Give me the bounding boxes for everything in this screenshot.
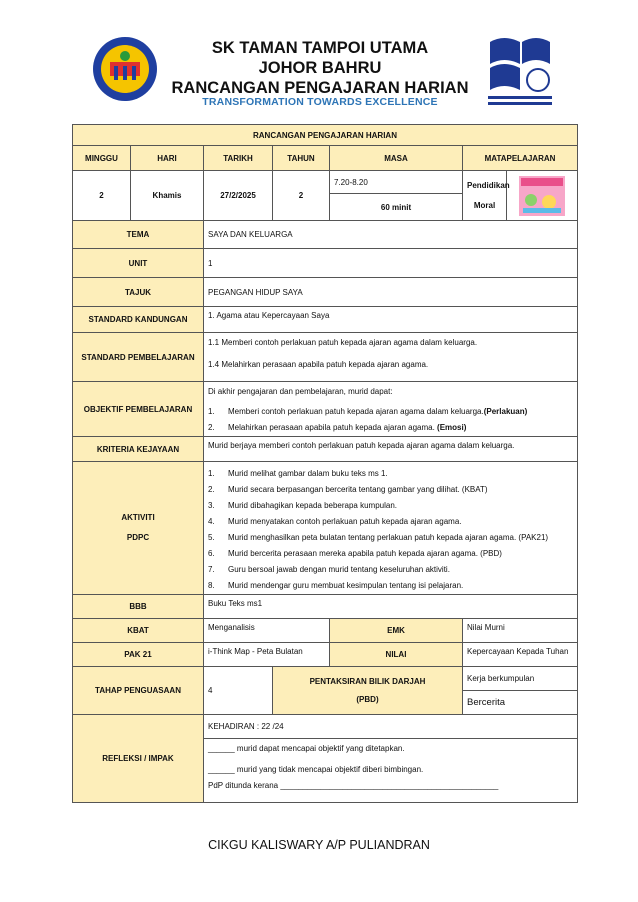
value-masa-duration: 60 minit xyxy=(330,194,463,221)
aktiviti-item: 8. Murid mendengar guru membuat kesimpulan tentang isi pelajaran. xyxy=(208,581,464,590)
value-tarikh: 27/2/2025 xyxy=(204,171,273,221)
value-tajuk: PEGANGAN HIDUP SAYA xyxy=(204,278,578,307)
value-kehadiran: KEHADIRAN : 22 /24 xyxy=(204,715,578,739)
value-kriteria: Murid berjaya memberi contoh perlakuan patuh kepada ajaran agama dalam keluarga. xyxy=(204,437,578,462)
refleksi-line: ______ murid yang tidak mencapai objektif diberi bimbingan. xyxy=(208,765,424,774)
value-subject xyxy=(463,171,510,221)
school-crest-logo xyxy=(92,36,158,102)
table-heading: RANCANGAN PENGAJARAN HARIAN xyxy=(73,125,578,146)
value-aktiviti xyxy=(204,462,578,595)
value-tahun: 2 xyxy=(273,171,330,221)
value-pbd-1: Kerja berkumpulan xyxy=(463,667,578,691)
subject-line-2: Moral xyxy=(473,200,496,210)
value-standard-pembelajaran xyxy=(204,333,578,382)
school-city: JOHOR BAHRU xyxy=(258,59,382,77)
school-name: SK TAMAN TAMPOI UTAMA xyxy=(211,39,429,57)
refleksi-line: PdP ditunda kerana _________________________________________________ xyxy=(208,781,499,790)
header-tarikh: TARIKH xyxy=(204,146,273,171)
header-matapelajaran: MATAPELAJARAN xyxy=(463,146,578,171)
aktiviti-item: 7. Guru bersoal jawab dengan murid tentang keseluruhan aktiviti. xyxy=(208,565,450,574)
label-objektif: OBJEKTIF PEMBELAJARAN xyxy=(73,382,204,437)
label-nilai: NILAI xyxy=(330,643,463,667)
label-kbat: KBAT xyxy=(73,619,204,643)
value-objektif xyxy=(204,382,578,437)
label-bbb: BBB xyxy=(73,595,204,619)
value-standard-kandungan: 1. Agama atau Kepercayaan Saya xyxy=(204,307,578,333)
value-masa-time: 7.20-8.20 xyxy=(330,171,463,194)
pbd-label-line-1: PENTAKSIRAN BILIK DARJAH xyxy=(309,676,426,686)
label-standard-kandungan: STANDARD KANDUNGAN xyxy=(73,307,204,333)
value-emk: Nilai Murni xyxy=(463,619,578,643)
label-tahap-penguasaan: TAHAP PENGUASAAN xyxy=(73,667,204,715)
aktiviti-label: AKTIVITI xyxy=(121,513,155,522)
aktiviti-item: 4. Murid menyatakan contoh perlakuan patuh kepada ajaran agama. xyxy=(208,517,462,526)
sp-item: 1.1 Memberi contoh perlakuan patuh kepada ajaran agama dalam keluarga. xyxy=(208,338,478,347)
tagline: TRANSFORMATION TOWARDS EXCELLENCE xyxy=(202,96,438,108)
textbook-thumbnail-cell xyxy=(507,171,578,221)
header-hari: HARI xyxy=(131,146,204,171)
header-minggu: MINGGU xyxy=(73,146,131,171)
label-aktiviti xyxy=(73,462,204,595)
aktiviti-item: 1. Murid melihat gambar dalam buku teks ms 1. xyxy=(208,469,388,478)
pbd-label-line-2: (PBD) xyxy=(356,694,379,704)
subject-line-1: Pendidikan xyxy=(467,180,510,190)
header-masa: MASA xyxy=(330,146,463,171)
sp-item: 1.4 Melahirkan perasaan apabila patuh kepada ajaran agama. xyxy=(208,360,429,369)
value-nilai: Kepercayaan Kepada Tuhan xyxy=(463,643,578,667)
value-hari: Khamis xyxy=(131,171,204,221)
label-emk: EMK xyxy=(330,619,463,643)
aktiviti-item: 3. Murid dibahagikan kepada beberapa kumpulan. xyxy=(208,501,398,510)
label-pak21: PAK 21 xyxy=(73,643,204,667)
value-pbd-2: Bercerita xyxy=(463,691,578,715)
label-unit: UNIT xyxy=(73,249,204,278)
label-kriteria: KRITERIA KEJAYAAN xyxy=(73,437,204,462)
refleksi-line: ______ murid dapat mencapai objektif yang ditetapkan. xyxy=(208,744,405,753)
value-pak21: i-Think Map - Peta Bulatan xyxy=(204,643,330,667)
pdpc-label: PDPC xyxy=(126,533,150,542)
label-refleksi: REFLEKSI / IMPAK xyxy=(73,715,204,803)
teacher-name: CIKGU KALISWARY A/P PULIANDRAN xyxy=(208,838,430,852)
label-tema: TEMA xyxy=(73,221,204,249)
value-bbb: Buku Teks ms1 xyxy=(204,595,578,619)
label-pbd xyxy=(273,667,463,715)
value-tahap: 4 xyxy=(204,667,273,715)
value-tema: SAYA DAN KELUARGA xyxy=(204,221,578,249)
label-standard-pembelajaran: STANDARD PEMBELAJARAN xyxy=(73,333,204,382)
value-minggu: 2 xyxy=(73,171,131,221)
aktiviti-item: 2. Murid secara berpasangan bercerita tentang gambar yang dilihat. (KBAT) xyxy=(208,485,488,494)
ministry-logo xyxy=(484,34,556,108)
objektif-item: 2. Melahirkan perasaan apabila patuh kepada ajaran agama. (Emosi) xyxy=(208,423,467,432)
label-tajuk: TAJUK xyxy=(73,278,204,307)
objektif-item: 1. Memberi contoh perlakuan patuh kepada ajaran agama dalam keluarga.(Perlakuan) xyxy=(208,407,528,416)
page-header xyxy=(0,30,638,130)
aktiviti-item: 6. Murid bercerita perasaan mereka apabila patuh kepada ajaran agama. (PBD) xyxy=(208,549,502,558)
textbook-cover-image xyxy=(519,176,565,216)
value-refleksi xyxy=(204,739,578,803)
aktiviti-item: 5. Murid menghasilkan peta bulatan tentang perlakuan patuh kepada ajaran agama. (PAK21) xyxy=(208,533,549,542)
header-tahun: TAHUN xyxy=(273,146,330,171)
lesson-plan-table xyxy=(72,124,578,803)
document-title: RANCANGAN PENGAJARAN HARIAN xyxy=(171,79,469,97)
objektif-intro: Di akhir pengajaran dan pembelajaran, murid dapat: xyxy=(208,387,393,396)
value-kbat: Menganalisis xyxy=(204,619,330,643)
value-unit: 1 xyxy=(204,249,578,278)
